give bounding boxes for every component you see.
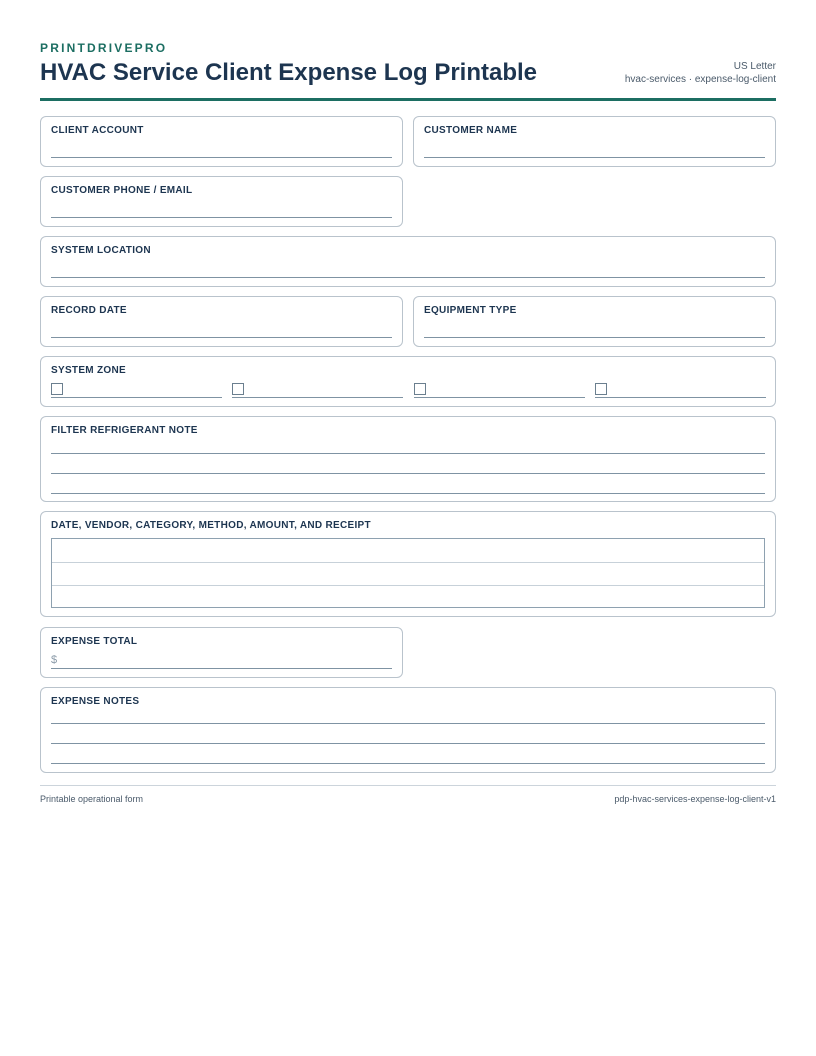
field-label: EXPENSE TOTAL bbox=[51, 636, 138, 647]
write-line[interactable] bbox=[51, 723, 765, 724]
field-label: CUSTOMER NAME bbox=[424, 125, 518, 136]
zone-option-3[interactable] bbox=[414, 383, 585, 398]
zone-option-2[interactable] bbox=[232, 383, 403, 398]
zone-option-1[interactable] bbox=[51, 383, 222, 398]
table-row[interactable] bbox=[52, 562, 764, 563]
zone-checkbox[interactable] bbox=[595, 383, 607, 395]
system-zone-field bbox=[40, 356, 776, 407]
write-line[interactable] bbox=[51, 473, 765, 474]
field-label: FILTER REFRIGERANT NOTE bbox=[51, 425, 198, 436]
header-meta bbox=[625, 60, 776, 86]
write-line[interactable] bbox=[51, 337, 392, 338]
system-location-field[interactable] bbox=[40, 236, 776, 287]
expense-total-field[interactable] bbox=[40, 627, 403, 678]
form-tags: hvac-services · expense-log-client bbox=[624, 74, 776, 85]
customer-name-field[interactable] bbox=[413, 116, 776, 167]
write-line[interactable] bbox=[51, 743, 765, 744]
equipment-type-field[interactable] bbox=[413, 296, 776, 347]
client-account-field[interactable] bbox=[40, 116, 403, 167]
write-line[interactable] bbox=[51, 493, 765, 494]
zone-write-line[interactable] bbox=[51, 397, 222, 398]
field-label: EQUIPMENT TYPE bbox=[424, 305, 517, 316]
footer-description: Printable operational form bbox=[40, 794, 144, 804]
field-label: SYSTEM LOCATION bbox=[51, 245, 151, 256]
customer-contact-field[interactable] bbox=[40, 176, 403, 227]
zone-checkbox[interactable] bbox=[414, 383, 426, 395]
field-label: EXPENSE NOTES bbox=[51, 696, 140, 707]
write-line[interactable] bbox=[424, 337, 765, 338]
form-page bbox=[40, 40, 776, 707]
form-header bbox=[40, 40, 776, 101]
record-date-field[interactable] bbox=[40, 296, 403, 347]
write-line[interactable] bbox=[424, 157, 765, 158]
expense-notes-field[interactable] bbox=[40, 687, 776, 773]
field-label: RECORD DATE bbox=[51, 305, 127, 316]
form-footer bbox=[40, 785, 776, 804]
form-id: pdp-hvac-services-expense-log-client-v1 bbox=[614, 794, 776, 804]
page-title: HVAC Service Client Expense Log Printable bbox=[40, 59, 538, 86]
zone-write-line[interactable] bbox=[595, 397, 766, 398]
zone-write-line[interactable] bbox=[232, 397, 403, 398]
paper-size: US Letter bbox=[733, 61, 776, 72]
expense-table bbox=[51, 538, 765, 608]
zone-checkbox[interactable] bbox=[232, 383, 244, 395]
write-line[interactable] bbox=[51, 763, 765, 764]
field-label: CUSTOMER PHONE / EMAIL bbox=[51, 185, 193, 196]
write-line[interactable] bbox=[51, 157, 392, 158]
field-label: DATE, VENDOR, CATEGORY, METHOD, AMOUNT, AND RECEIPT bbox=[51, 520, 371, 531]
zone-checkbox[interactable] bbox=[51, 383, 63, 395]
table-row[interactable] bbox=[52, 585, 764, 586]
field-label: CLIENT ACCOUNT bbox=[51, 125, 144, 136]
filter-refrigerant-note-field[interactable] bbox=[40, 416, 776, 502]
zone-option-4[interactable] bbox=[595, 383, 766, 398]
write-line[interactable] bbox=[51, 277, 765, 278]
write-line[interactable] bbox=[51, 668, 392, 669]
write-line[interactable] bbox=[51, 217, 392, 218]
expense-entries-field bbox=[40, 511, 776, 617]
currency-symbol: $ bbox=[51, 654, 58, 666]
brand-logo-text: PRINTDRIVEPRO bbox=[40, 41, 168, 55]
field-label: SYSTEM ZONE bbox=[51, 365, 126, 376]
zone-write-line[interactable] bbox=[414, 397, 585, 398]
write-line[interactable] bbox=[51, 453, 765, 454]
